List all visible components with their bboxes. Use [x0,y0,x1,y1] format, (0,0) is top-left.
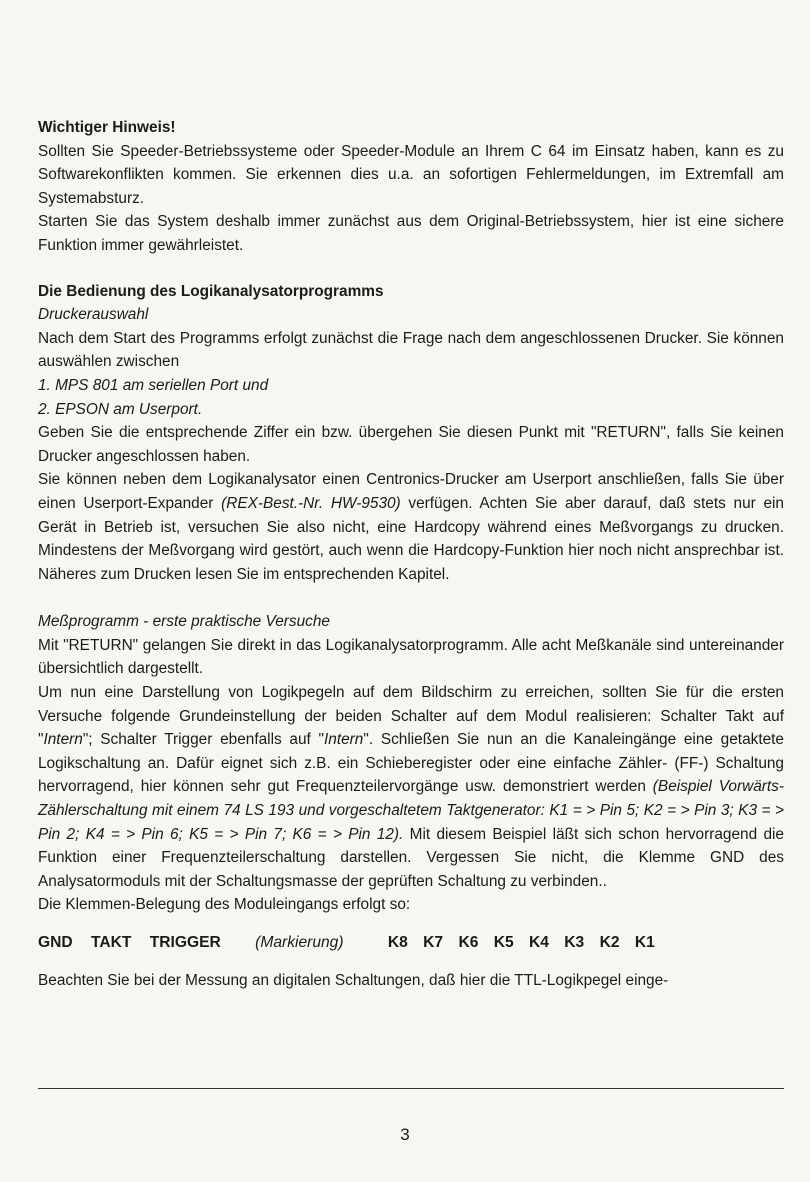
terminal-assignment [38,931,784,955]
page-number: 3 [400,1125,410,1144]
footer-divider [38,1088,784,1089]
spacer [38,258,784,280]
terminal-trigger: TRIGGER [149,934,221,951]
terminal-takt: TAKT [91,934,132,951]
terminal-channel: K8 [387,934,408,951]
measure-paragraph-2-a: Um nun eine Darstellung von Logikpegeln auf dem Bildschirm zu erreichen, sollten Sie für die ersten Versuche folgende Grundeinstellung der beiden Schalter auf dem Modul realisieren: Schalter Takt auf " [38,684,784,749]
printer-paragraph-3 [38,468,784,586]
measure-paragraph-2-e: ". Schließen Sie nun an die Kanaleingänge eine getaktete Logikschaltung an. Dafür eignet sich z.B. ein Schieberegister oder eine einfache Zähler- (FF-) Schaltung hervorragend, hier können sehr gut Frequenzteilervorgänge usw. demonstriert werden [38,731,784,796]
printer-paragraph-3-a: Sie können neben dem Logikanalysator einen Centronics-Drucker am Userport anschließen, falls Sie über einen Userport-Expander [38,471,784,512]
printer-paragraph-2: Geben Sie die entsprechende Ziffer ein bzw. übergehen Sie diesen Punkt mit "RETURN", falls Sie keinen Drucker angeschlossen haben. [38,424,784,465]
terminal-channel: K1 [634,934,655,951]
printer-paragraph-1: Nach dem Start des Programms erfolgt zunächst die Frage nach dem angeschlossenen Drucker. Sie können auswählen zwischen [38,329,784,371]
section-heading-operation: Die Bedienung des Logikanalysatorprogramms [38,282,384,300]
terminal-channel: K5 [493,934,514,951]
switch-setting-intern-2: Intern [324,731,364,749]
notice-paragraph-2: Starten Sie das System deshalb immer zunächst aus dem Original-Betriebssystem, hier ist eine sichere Funktion immer gewährleistet. [38,213,784,254]
terminal-channel: K2 [599,934,620,951]
subheading-measurement-program: Meßprogramm - erste praktische Versuche [38,613,330,631]
order-number: (REX-Best.-Nr. HW-9530) [221,494,401,512]
measure-paragraph-1: Mit "RETURN" gelangen Sie direkt in das Logikanalysatorprogramm. Alle acht Meßkanäle sind untereinander übersichtlich dargestellt. [38,636,784,678]
measure-paragraph-2-g: Mit diesem Beispiel läßt sich schon hervorragend die Funktion einer Frequenzteilerschaltung darstellen. Vergessen Sie nicht, die Klemme GND des Analysatormoduls mit der Schaltungsmasse der geprüften Schaltung zu verbinden.. [38,825,784,890]
measure-paragraph-2 [38,681,784,893]
notice-paragraph-1: Sollten Sie Speeder-Betriebssysteme oder Speeder-Module an Ihrem C 64 im Einsatz haben, kann es zu Softwarekonflikten kommen. Sie erkennen dies u.a. an sofortigen Fehlermeldungen, im Extremfall am Systemabsturz. [38,142,784,207]
printer-option-1: 1. MPS 801 am seriellen Port und [38,376,269,394]
spacer [38,586,784,610]
notice-heading: Wichtiger Hinweis! [38,119,176,136]
terminal-channel: K3 [564,934,585,951]
subheading-printer-selection: Druckerauswahl [38,306,149,324]
terminal-marking: (Markierung) [255,934,344,951]
terminal-channel: K4 [529,934,549,951]
terminal-channel: K7 [423,934,444,951]
page-content [38,116,784,992]
terminal-channel: K6 [458,934,479,951]
closing-paragraph: Beachten Sie bei der Messung an digitalen Schaltungen, daß hier die TTL-Logikpegel einge- [38,971,669,989]
measure-paragraph-2-c: "; Schalter Trigger ebenfalls auf " [82,731,324,749]
printer-paragraph-3-c: verfügen. Achten Sie aber darauf, daß stets nur ein Gerät in Betrieb ist, versuchen Sie also nicht, eine Hardcopy während eines Meßvorgangs zu drucken. Mindestens der Meßvorgang wird gestört, auch wenn die Hardcopy-Funktion hier noch nicht ansprechbar ist. Näheres zum Drucken lesen Sie im entsprechenden Kapitel. [38,494,784,583]
printer-option-2: 2. EPSON am Userport. [38,400,203,418]
example-circuit: (Beispiel Vorwärts-Zählerschaltung mit einem 74 LS 193 und vorgeschaltetem Taktgenerator: K1 = > Pin 5; K2 = > Pin 3; K3 = > Pin 2; K4 = > Pin 6; K5 = > Pin 7; K6 = > Pin 12). [38,778,784,843]
switch-setting-intern-1: Intern [43,731,83,749]
terminal-gnd: GND [38,934,73,951]
measure-paragraph-3: Die Klemmen-Belegung des Moduleingangs erfolgt so: [38,896,411,914]
